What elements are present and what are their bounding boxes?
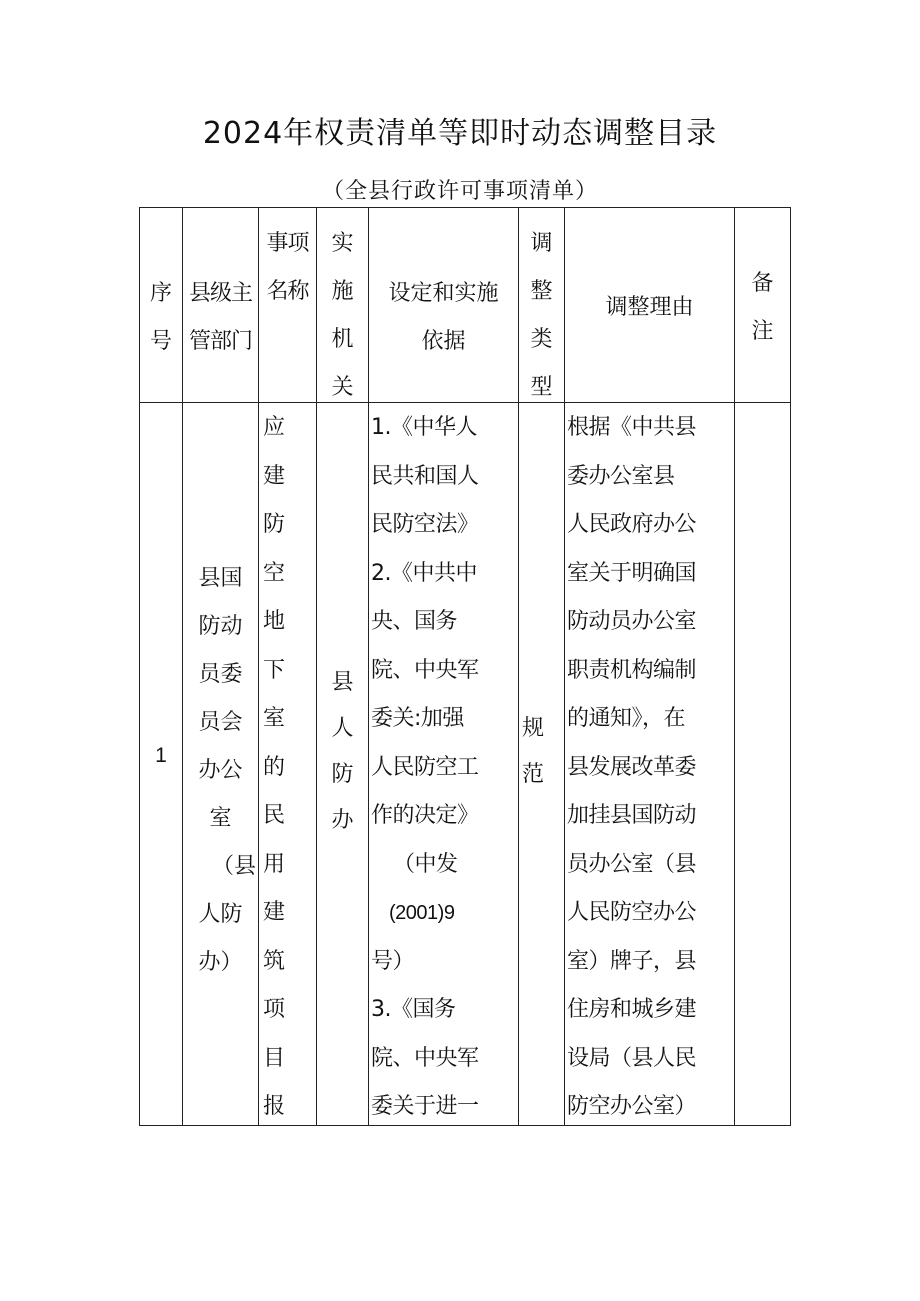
row-seq: 1 xyxy=(155,744,167,767)
row-dept: 县国 防动 员委 员会 办公 室 （县 人防 办） xyxy=(198,566,256,975)
header-seq: 序 号 xyxy=(149,281,172,354)
row-basis: 1.《中华人 民共和国人 民防空法》 2.《中共中 央、国务 院、中央军 委关:加强 人民防空工 作的决定》 （中发 (2001)9 号） 3.《国务 院、中央军 委关于进一 xyxy=(371,415,479,1119)
header-reason: 调整理由 xyxy=(605,295,694,320)
row-item-name: 应 建 防 空 地 下 室 的 民 用 建 筑 项 目 报 xyxy=(262,415,285,1119)
header-adjust-type: 调 整 类 型 xyxy=(530,231,553,400)
header-remark: 备 注 xyxy=(751,271,774,344)
table-column-line xyxy=(790,207,791,1126)
row-reason: 根据《中共县 委办公室县 人民政府办公 室关于明确国 防动员办公室 职责机构编制 的通知》，在 县发展改革委 加挂县国防动 员办公室（县 人民防空办公 室）牌子，县 住房和城乡建 设局（县人民 防空办公室） xyxy=(567,415,697,1119)
table-column-line xyxy=(564,207,565,1126)
header-basis: 设定和实施 依据 xyxy=(388,281,499,354)
document-title: 2024年权责清单等即时动态调整目录 xyxy=(202,116,718,151)
document-subtitle: （全县行政许可事项清单） xyxy=(321,179,598,204)
row-adjust-type: 规 范 xyxy=(521,716,544,787)
table-border-top xyxy=(139,207,791,208)
header-agency: 实 施 机 关 xyxy=(331,231,354,400)
row-agency: 县 人 防 办 xyxy=(331,670,354,833)
table-header-divider xyxy=(139,402,791,403)
header-dept: 县级主 管部门 xyxy=(188,281,252,354)
header-item-name: 事项 名称 xyxy=(266,231,309,304)
